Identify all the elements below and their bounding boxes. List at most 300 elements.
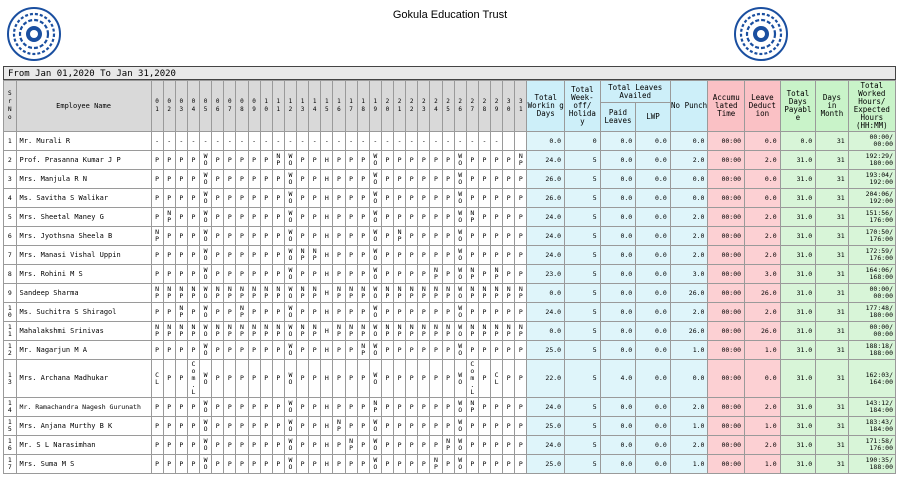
header-leave-deduction: Leave Deduct ion xyxy=(745,81,781,132)
day-status: N P xyxy=(151,284,163,303)
day-status: P xyxy=(503,151,515,170)
day-status: P xyxy=(515,436,527,455)
lwp: 0.0 xyxy=(636,208,671,227)
header-day-27: 2 7 xyxy=(466,81,478,132)
day-status: N P xyxy=(406,322,418,341)
day-status: P xyxy=(236,208,248,227)
day-status: W O xyxy=(284,151,296,170)
day-status: N P xyxy=(394,227,406,246)
day-status: P xyxy=(515,455,527,474)
employee-name: Ms. Suchitra S Shiragol xyxy=(16,303,151,322)
day-status: C o m . L xyxy=(187,360,199,398)
row-sno: 1 7 xyxy=(4,455,17,474)
leave-deduction: 1.0 xyxy=(745,341,781,360)
day-status: H xyxy=(321,284,333,303)
leave-deduction: 1.0 xyxy=(745,417,781,436)
day-status: N P xyxy=(333,284,345,303)
day-status: P xyxy=(418,246,430,265)
day-status: H xyxy=(321,246,333,265)
day-status: P xyxy=(515,265,527,284)
day-status: P xyxy=(224,436,236,455)
day-status: P xyxy=(430,341,442,360)
day-status: P xyxy=(272,208,284,227)
days-in-month: 31 xyxy=(816,436,848,455)
day-status: P xyxy=(515,208,527,227)
total-weekoff: 5 xyxy=(565,303,601,322)
day-status: P xyxy=(333,151,345,170)
day-status: W O xyxy=(454,455,466,474)
day-status: P xyxy=(345,417,357,436)
day-status: H xyxy=(321,417,333,436)
no-punch: 2.0 xyxy=(670,436,708,455)
day-status: - xyxy=(187,132,199,151)
worked-hours: 151:56/ 176:00 xyxy=(848,208,895,227)
day-status: N P xyxy=(175,303,187,322)
total-days-payable: 31.0 xyxy=(780,398,816,417)
day-status: P xyxy=(466,151,478,170)
day-status: W O xyxy=(284,227,296,246)
day-status: P xyxy=(478,170,490,189)
accumulated-time: 00:00 xyxy=(708,151,745,170)
day-status: P xyxy=(418,265,430,284)
day-status: - xyxy=(284,132,296,151)
paid-leaves: 0.0 xyxy=(600,151,636,170)
day-status: - xyxy=(163,132,175,151)
day-status: P xyxy=(503,436,515,455)
employee-name: Mrs. Archana Madhukar xyxy=(16,360,151,398)
day-status: P xyxy=(491,303,503,322)
day-status: W O xyxy=(369,455,381,474)
day-status: P xyxy=(187,341,199,360)
day-status: - xyxy=(406,132,418,151)
day-status: N P xyxy=(163,284,175,303)
day-status: P xyxy=(442,417,454,436)
day-status: P xyxy=(175,417,187,436)
day-status: P xyxy=(333,170,345,189)
no-punch: 1.0 xyxy=(670,455,708,474)
day-status: W O xyxy=(284,189,296,208)
day-status: N P xyxy=(430,265,442,284)
lwp: 0.0 xyxy=(636,227,671,246)
day-status: N P xyxy=(151,322,163,341)
day-status: P xyxy=(248,246,260,265)
day-status: P xyxy=(297,208,309,227)
day-status: - xyxy=(297,132,309,151)
worked-hours: 143:12/ 184:00 xyxy=(848,398,895,417)
header-day-31: 3 1 xyxy=(515,81,527,132)
no-punch: 0.0 xyxy=(670,189,708,208)
day-status: P xyxy=(309,360,321,398)
day-status: P xyxy=(418,303,430,322)
day-status: H xyxy=(321,398,333,417)
row-sno: 3 xyxy=(4,170,17,189)
day-status: P xyxy=(345,208,357,227)
day-status: P xyxy=(345,227,357,246)
total-days-payable: 31.0 xyxy=(780,265,816,284)
table-row xyxy=(4,151,896,170)
no-punch: 2.0 xyxy=(670,227,708,246)
table-row xyxy=(4,246,896,265)
day-status: P xyxy=(345,189,357,208)
day-status: P xyxy=(442,208,454,227)
employee-name: Mrs. Anjana Murthy B K xyxy=(16,417,151,436)
day-status: P xyxy=(478,227,490,246)
day-status: N P xyxy=(163,322,175,341)
lwp: 0.0 xyxy=(636,132,671,151)
total-working-days: 25.0 xyxy=(527,341,565,360)
accumulated-time: 00:00 xyxy=(708,398,745,417)
day-status: P xyxy=(163,436,175,455)
day-status: N P xyxy=(418,284,430,303)
day-status: W O xyxy=(200,341,212,360)
day-status: P xyxy=(418,189,430,208)
day-status: W O xyxy=(454,398,466,417)
day-status: P xyxy=(248,303,260,322)
table-row xyxy=(4,322,896,341)
day-status: N P xyxy=(272,151,284,170)
day-status: P xyxy=(309,398,321,417)
day-status: P xyxy=(309,341,321,360)
day-status: P xyxy=(357,227,369,246)
day-status: P xyxy=(248,455,260,474)
no-punch: 2.0 xyxy=(670,303,708,322)
day-status: P xyxy=(394,170,406,189)
employee-name: Mahalakshmi Srinivas xyxy=(16,322,151,341)
header-day-14: 1 4 xyxy=(309,81,321,132)
employee-name: Ms. Savitha S Walikar xyxy=(16,189,151,208)
day-status: P xyxy=(381,398,393,417)
header-days-in-month: Days in Month xyxy=(816,81,848,132)
lwp: 0.0 xyxy=(636,398,671,417)
day-status: P xyxy=(236,189,248,208)
day-status: N P xyxy=(272,322,284,341)
day-status: W O xyxy=(369,436,381,455)
day-status: P xyxy=(478,246,490,265)
day-status: P xyxy=(394,208,406,227)
header-day-05: 0 5 xyxy=(200,81,212,132)
day-status: P xyxy=(333,227,345,246)
day-status: H xyxy=(321,170,333,189)
total-working-days: 24.0 xyxy=(527,303,565,322)
day-status: P xyxy=(224,265,236,284)
day-status: P xyxy=(260,227,272,246)
total-days-payable: 31.0 xyxy=(780,303,816,322)
day-status: N P xyxy=(163,208,175,227)
day-status: N P xyxy=(236,322,248,341)
day-status: P xyxy=(442,170,454,189)
day-status: P xyxy=(175,360,187,398)
day-status: P xyxy=(357,417,369,436)
day-status: P xyxy=(418,398,430,417)
day-status: W O xyxy=(454,303,466,322)
total-days-payable: 31.0 xyxy=(780,436,816,455)
day-status: P xyxy=(381,208,393,227)
day-status: N P xyxy=(418,322,430,341)
day-status: P xyxy=(236,151,248,170)
lwp: 0.0 xyxy=(636,151,671,170)
day-status: P xyxy=(394,341,406,360)
day-status: P xyxy=(478,265,490,284)
day-status: C o m . L xyxy=(466,360,478,398)
day-status: - xyxy=(478,132,490,151)
accumulated-time: 00:00 xyxy=(708,284,745,303)
day-status: P xyxy=(503,170,515,189)
day-status: P xyxy=(491,246,503,265)
total-days-payable: 31.0 xyxy=(780,170,816,189)
day-status: N P xyxy=(381,322,393,341)
day-status: P xyxy=(272,436,284,455)
day-status: P xyxy=(491,417,503,436)
day-status: P xyxy=(406,436,418,455)
header-day-21: 2 1 xyxy=(394,81,406,132)
row-sno: 1 xyxy=(4,132,17,151)
accumulated-time: 00:00 xyxy=(708,208,745,227)
day-status: P xyxy=(466,189,478,208)
day-status: P xyxy=(163,360,175,398)
day-status: N P xyxy=(466,322,478,341)
day-status: P xyxy=(515,170,527,189)
day-status: H xyxy=(321,455,333,474)
no-punch: 1.0 xyxy=(670,417,708,436)
day-status: P xyxy=(272,227,284,246)
day-status: P xyxy=(175,246,187,265)
leave-deduction: 1.0 xyxy=(745,455,781,474)
day-status: P xyxy=(248,360,260,398)
day-status: P xyxy=(418,151,430,170)
paid-leaves: 0.0 xyxy=(600,132,636,151)
total-days-payable: 31.0 xyxy=(780,417,816,436)
day-status: P xyxy=(272,189,284,208)
day-status: W O xyxy=(284,341,296,360)
day-status: N P xyxy=(491,322,503,341)
day-status: N P xyxy=(248,322,260,341)
day-status: P xyxy=(272,170,284,189)
header-day-19: 1 9 xyxy=(369,81,381,132)
total-weekoff: 5 xyxy=(565,360,601,398)
day-status: P xyxy=(394,303,406,322)
day-status: P xyxy=(163,170,175,189)
day-status: - xyxy=(200,132,212,151)
header-day-25: 2 5 xyxy=(442,81,454,132)
day-status: W O xyxy=(284,322,296,341)
day-status: N P xyxy=(272,284,284,303)
table-row xyxy=(4,417,896,436)
day-status: - xyxy=(418,132,430,151)
total-days-payable: 31.0 xyxy=(780,227,816,246)
paid-leaves: 0.0 xyxy=(600,208,636,227)
day-status: W O xyxy=(454,208,466,227)
day-status: P xyxy=(394,265,406,284)
day-status: P xyxy=(406,303,418,322)
day-status: P xyxy=(175,189,187,208)
total-working-days: 24.0 xyxy=(527,398,565,417)
leave-deduction: 26.0 xyxy=(745,284,781,303)
leave-deduction: 2.0 xyxy=(745,436,781,455)
paid-leaves: 4.0 xyxy=(600,360,636,398)
day-status: - xyxy=(236,132,248,151)
day-status: P xyxy=(406,151,418,170)
day-status: P xyxy=(187,246,199,265)
day-status: W O xyxy=(369,189,381,208)
paid-leaves: 0.0 xyxy=(600,417,636,436)
day-status: P xyxy=(406,170,418,189)
day-status: N P xyxy=(466,398,478,417)
day-status: W O xyxy=(284,455,296,474)
day-status: W O xyxy=(454,227,466,246)
paid-leaves: 0.0 xyxy=(600,227,636,246)
day-status: P xyxy=(187,398,199,417)
total-working-days: 22.0 xyxy=(527,360,565,398)
day-status: P xyxy=(345,398,357,417)
day-status: N P xyxy=(442,284,454,303)
day-status: W O xyxy=(284,265,296,284)
paid-leaves: 0.0 xyxy=(600,265,636,284)
lwp: 0.0 xyxy=(636,303,671,322)
employee-name: Mr. Ramachandra Nagesh Gurunath xyxy=(16,398,151,417)
day-status: P xyxy=(248,398,260,417)
day-status: W O xyxy=(454,170,466,189)
accumulated-time: 00:00 xyxy=(708,132,745,151)
day-status: N P xyxy=(297,322,309,341)
day-status: P xyxy=(272,398,284,417)
no-punch: 0.0 xyxy=(670,360,708,398)
leave-deduction: 0.0 xyxy=(745,170,781,189)
day-status: P xyxy=(260,170,272,189)
day-status: W O xyxy=(284,436,296,455)
day-status: P xyxy=(442,341,454,360)
header-day-09: 0 9 xyxy=(248,81,260,132)
paid-leaves: 0.0 xyxy=(600,284,636,303)
day-status: P xyxy=(418,417,430,436)
day-status: W O xyxy=(369,303,381,322)
day-status: P xyxy=(333,398,345,417)
total-working-days: 24.0 xyxy=(527,151,565,170)
total-working-days: 0.0 xyxy=(527,284,565,303)
day-status: C L xyxy=(491,360,503,398)
day-status: W O xyxy=(284,360,296,398)
day-status: P xyxy=(442,265,454,284)
day-status: P xyxy=(248,189,260,208)
day-status: N P xyxy=(345,322,357,341)
row-sno: 1 2 xyxy=(4,341,17,360)
accumulated-time: 00:00 xyxy=(708,227,745,246)
row-sno: 1 5 xyxy=(4,417,17,436)
day-status: P xyxy=(406,246,418,265)
days-in-month: 31 xyxy=(816,227,848,246)
day-status: N P xyxy=(175,322,187,341)
day-status: P xyxy=(236,417,248,436)
row-sno: 7 xyxy=(4,246,17,265)
table-row xyxy=(4,455,896,474)
day-status: P xyxy=(297,303,309,322)
table-body xyxy=(4,132,896,474)
day-status: P xyxy=(163,398,175,417)
day-status: W O xyxy=(284,170,296,189)
day-status: P xyxy=(442,398,454,417)
day-status: P xyxy=(151,417,163,436)
day-status: W O xyxy=(369,322,381,341)
day-status: P xyxy=(515,227,527,246)
day-status: P xyxy=(236,265,248,284)
day-status: P xyxy=(503,455,515,474)
header-day-04: 0 4 xyxy=(187,81,199,132)
row-sno: 1 6 xyxy=(4,436,17,455)
day-status: P xyxy=(442,246,454,265)
accumulated-time: 00:00 xyxy=(708,170,745,189)
day-status: P xyxy=(309,303,321,322)
day-status: P xyxy=(442,189,454,208)
day-status: P xyxy=(212,246,224,265)
day-status: P xyxy=(466,303,478,322)
day-status: N P xyxy=(503,284,515,303)
table-row xyxy=(4,189,896,208)
day-status: P xyxy=(345,303,357,322)
day-status: P xyxy=(187,455,199,474)
table-row xyxy=(4,436,896,455)
total-working-days: 24.0 xyxy=(527,208,565,227)
header-day-01: 0 1 xyxy=(151,81,163,132)
day-status: P xyxy=(297,398,309,417)
day-status: W O xyxy=(200,398,212,417)
day-status: P xyxy=(187,170,199,189)
day-status: P xyxy=(187,303,199,322)
leave-deduction: 0.0 xyxy=(745,132,781,151)
day-status: P xyxy=(163,341,175,360)
total-days-payable: 31.0 xyxy=(780,455,816,474)
lwp: 0.0 xyxy=(636,246,671,265)
day-status: P xyxy=(163,246,175,265)
day-status: W O xyxy=(200,360,212,398)
day-status: P xyxy=(406,208,418,227)
day-status: P xyxy=(260,246,272,265)
day-status: P xyxy=(236,246,248,265)
day-status: N P xyxy=(515,284,527,303)
day-status: P xyxy=(309,189,321,208)
days-in-month: 31 xyxy=(816,322,848,341)
header-day-16: 1 6 xyxy=(333,81,345,132)
day-status: P xyxy=(515,341,527,360)
day-status: - xyxy=(345,132,357,151)
header-day-08: 0 8 xyxy=(236,81,248,132)
day-status: P xyxy=(491,170,503,189)
day-status: - xyxy=(430,132,442,151)
table-row xyxy=(4,227,896,246)
day-status: N P xyxy=(236,284,248,303)
day-status: P xyxy=(430,189,442,208)
day-status: P xyxy=(515,360,527,398)
day-status: P xyxy=(491,227,503,246)
day-status: P xyxy=(503,246,515,265)
day-status: P xyxy=(212,417,224,436)
day-status: W O xyxy=(200,417,212,436)
day-status: P xyxy=(163,455,175,474)
day-status: P xyxy=(478,360,490,398)
accumulated-time: 00:00 xyxy=(708,417,745,436)
day-status: P xyxy=(260,151,272,170)
trust-title: Gokula Education Trust xyxy=(392,9,508,21)
day-status: P xyxy=(381,170,393,189)
total-weekoff: 5 xyxy=(565,151,601,170)
day-status: P xyxy=(394,151,406,170)
day-status: N P xyxy=(187,322,199,341)
total-days-payable: 31.0 xyxy=(780,284,816,303)
day-status: P xyxy=(309,208,321,227)
day-status: P xyxy=(478,398,490,417)
day-status: P xyxy=(478,208,490,227)
day-status: P xyxy=(224,303,236,322)
day-status: H xyxy=(321,208,333,227)
header-day-12: 1 2 xyxy=(284,81,296,132)
